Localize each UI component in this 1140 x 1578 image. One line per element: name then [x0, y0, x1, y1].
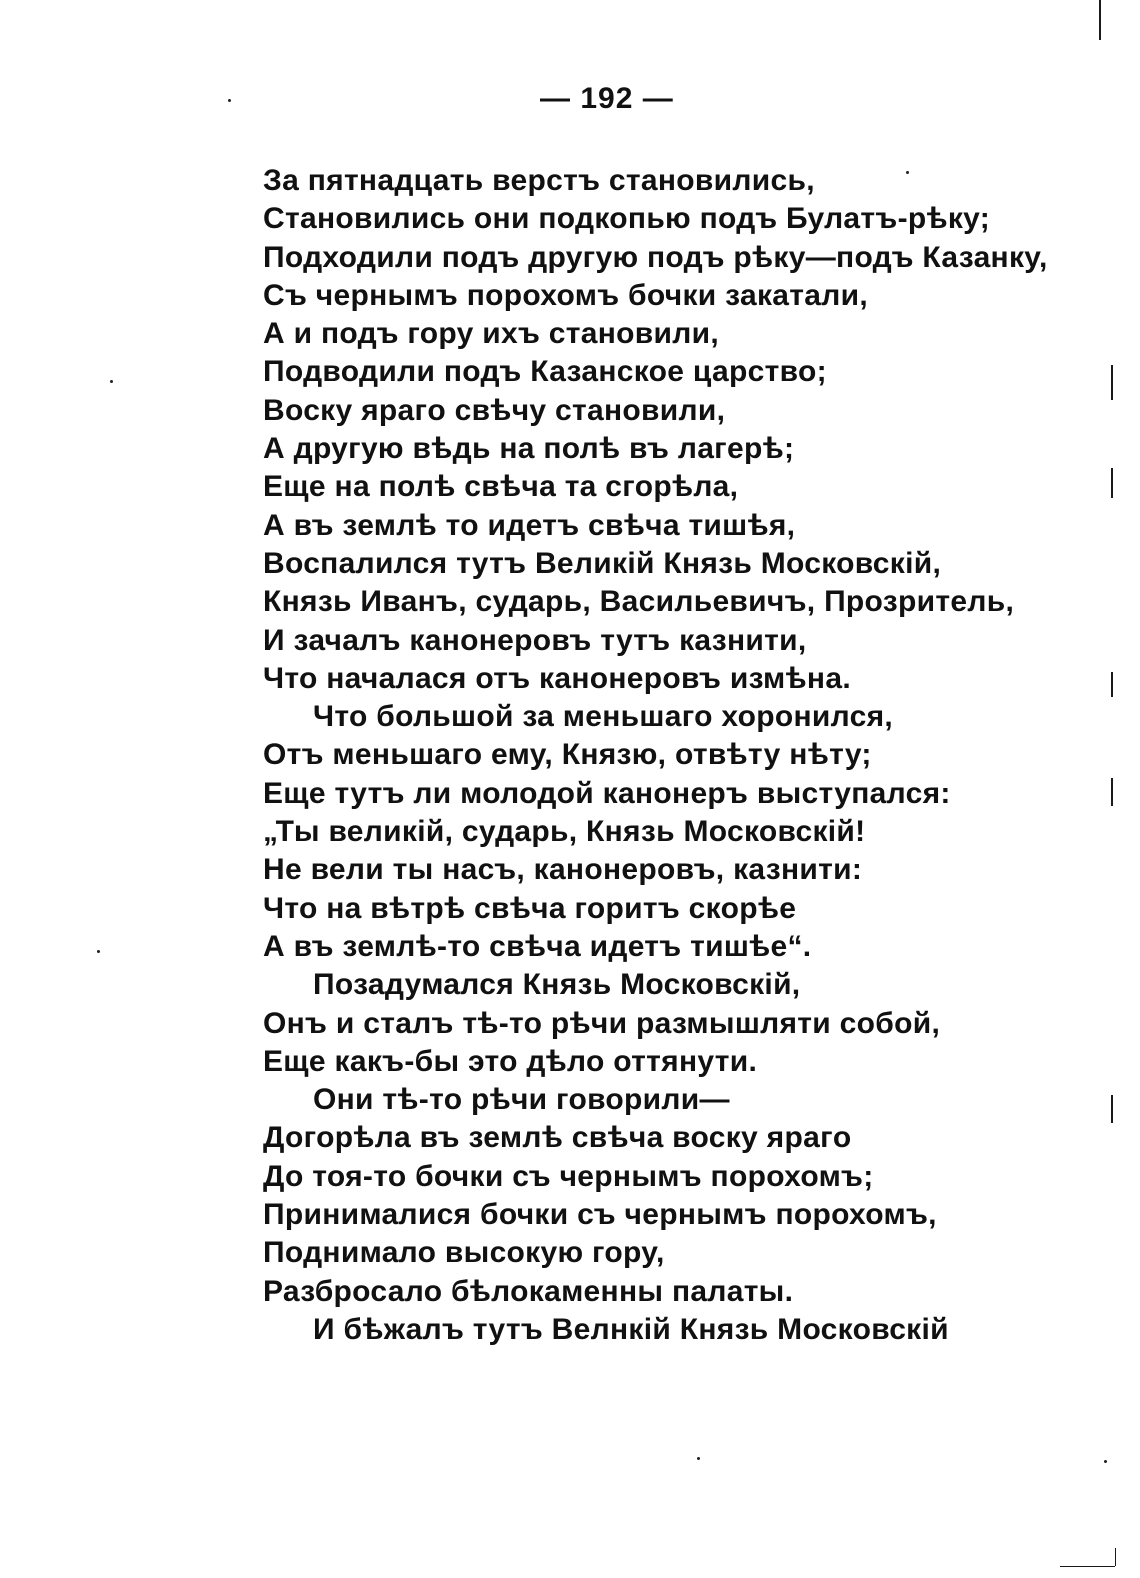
scan-speck [228, 99, 231, 102]
poem-line: Позадумался Князь Московскій, [313, 968, 801, 1002]
poem-line: Еще тутъ ли молодой канонеръ выступался: [263, 776, 951, 810]
scan-speck [110, 380, 113, 383]
scan-artifact-mark [1115, 1548, 1116, 1566]
scan-artifact-mark [1111, 672, 1113, 697]
poem-line: Не вели ты насъ, канонеровъ, казнити: [263, 853, 863, 887]
poem-line: Что началася отъ канонеровъ измѣна. [263, 661, 851, 695]
scan-artifact-mark [1111, 1095, 1113, 1123]
poem-line: Еще какъ-бы это дѣло оттянути. [263, 1044, 758, 1078]
poem-line: Становились они подкопью подъ Булатъ-рѣку; [263, 202, 991, 236]
poem-line: Догорѣла въ землѣ свѣча воску ярагo [263, 1121, 852, 1155]
poem-line: Поднимало высокую гору, [263, 1236, 665, 1270]
scan-speck [97, 950, 100, 953]
poem-line: Принималися бочки съ чернымъ порохомъ, [263, 1198, 937, 1232]
poem-line: Что на вѣтрѣ свѣча горитъ скорѣе [263, 891, 797, 925]
poem-line: А и подъ гору ихъ становили, [263, 317, 720, 351]
scan-artifact-mark [1111, 778, 1113, 806]
poem-line: Воспалился тутъ Великій Князь Московскій, [263, 546, 942, 580]
poem-line: Отъ меньшаго ему, Князю, отвѣту нѣту; [263, 738, 872, 772]
poem-line: Что большой за меньшаго хоронился, [313, 700, 894, 734]
poem-line: А въ землѣ то идетъ свѣча тишѣя, [263, 508, 796, 542]
poem-line: Они тѣ-то рѣчи говорили— [313, 1083, 730, 1117]
poem-line: За пятнадцать верстъ становились, [263, 164, 815, 197]
scan-artifact-mark [1060, 1566, 1115, 1567]
scan-artifact-mark [1111, 468, 1113, 498]
poem-line: Подходили подъ другую подъ рѣку—подъ Казанку, [263, 240, 1048, 274]
scan-speck [697, 1457, 700, 1460]
scan-artifact-mark [1099, 0, 1101, 40]
scan-speck [1104, 1460, 1107, 1463]
poem-line: Князь Иванъ, сударь, Васильевичъ, Прозритель, [263, 585, 1015, 619]
poem-line: „Ты великій, сударь, Князь Московскій! [263, 815, 866, 849]
poem-text [263, 162, 1083, 1349]
poem-line: Воску ярагo свѣчу становили, [263, 393, 726, 427]
poem-line: А въ землѣ-то свѣча идетъ тишѣе“. [263, 929, 812, 963]
poem-line: Съ чернымъ порохомъ бочки закатали, [263, 278, 868, 312]
poem-line: А другую вѣдь на полѣ въ лагерѣ; [263, 432, 795, 466]
poem-line: И бѣжалъ тутъ Велнкій Князь Московскій [313, 1312, 949, 1346]
poem-line: Еще на полѣ свѣча та сгорѣла, [263, 470, 739, 504]
poem-line: Подводили подъ Казанское царство; [263, 355, 827, 389]
scan-artifact-mark [1111, 365, 1113, 400]
page-number: — 192 — [540, 82, 674, 115]
poem-line: Разбросало бѣлокаменны палаты. [263, 1274, 794, 1308]
poem-line: До тоя-то бочки съ чернымъ порохомъ; [263, 1159, 874, 1193]
poem-line: Онъ и сталъ тѣ-то рѣчи размышляти собой, [263, 1006, 941, 1040]
scan-speck [906, 171, 909, 174]
poem-line: И зачалъ канонеровъ тутъ казнити, [263, 623, 807, 657]
